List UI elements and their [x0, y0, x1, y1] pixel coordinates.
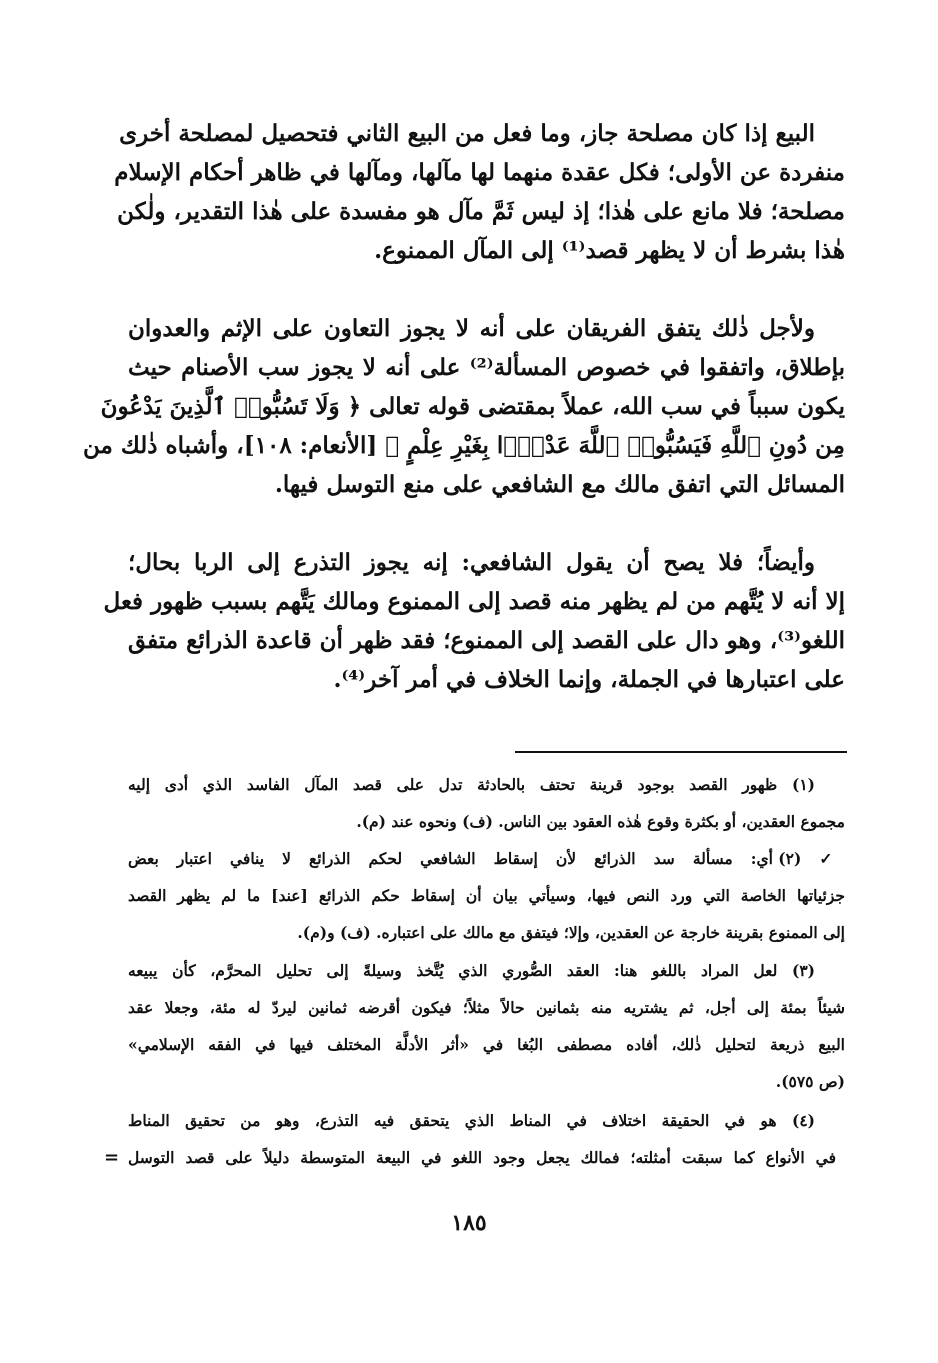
- footnote-line: مجموع العقدين، أو بكثرة وقوع هٰذه العقود بين الناس. (ف) ونحوه عند (م).: [356, 812, 845, 831]
- text-line: مِن دُونِ ٱللَّهِ فَيَسُبُّوا۟ ٱللَّهَ عَدْوًۢا بِغَيْرِ عِلْمٍ ﴾ [الأنعام: ١٠٨]، وأشباه ذٰلك من: [83, 432, 845, 459]
- text-line: منفردة عن الأولى؛ فكل عقدة منهما لها مآلها، ومآلها في ظاهر أحكام الإسلام: [114, 159, 845, 186]
- footnote-line: جزئياتها الخاصة التي ورد النص فيها، وسيأتي بيان أن إسقاط حكم الذرائع [عند] ما لم يظهر القصد: [128, 886, 845, 905]
- text-line: بإطلاق، واتفقوا في خصوص المسألة⁽²⁾ على أنه لا يجوز سب الأصنام حيث: [128, 354, 845, 381]
- footnote-line: (ص ٥٧٥).: [775, 1072, 845, 1091]
- page-number: ١٨٥: [451, 1210, 487, 1236]
- text-line: إلا أنه لا يُتَّهم من لم يظهر منه قصد إلى الممنوع ومالك يَتَّهم بسبب ظهور فعل: [103, 588, 845, 615]
- footnote-line: البيع ذريعة لتحليل ذٰلك، أفاده مصطفى البُغا في «أثر الأدلَّة المختلف فيها في الفقه الإسلامي»: [128, 1035, 845, 1054]
- text-line: البيع إذا كان مصلحة جاز، وما فعل من البيع الثاني فتحصيل لمصلحة أخرى: [119, 120, 815, 147]
- text-line: اللغو⁽³⁾، وهو دال على القصد إلى الممنوع؛ فقد ظهر أن قاعدة الذرائع متفق: [128, 627, 845, 654]
- text-line: هٰذا بشرط أن لا يظهر قصد⁽¹⁾ إلى المآل الممنوع.: [374, 237, 845, 264]
- text-line: المسائل التي اتفق مالك مع الشافعي على منع التوسل فيها.: [274, 471, 845, 498]
- footnote-line: (٣) لعل المراد باللغو هنا: العقد الصُّوري الذي يُتَّخذ وسيلةً إلى تحليل المحرَّم، كأن يبيعه: [128, 961, 815, 980]
- text-line: على اعتبارها في الجملة، وإنما الخلاف في أمر آخر⁽⁴⁾.: [333, 666, 845, 693]
- footnote-line: (٤) هو في الحقيقة اختلاف في المناط الذي يتحقق فيه التذرع، وهو من تحقيق المناط: [128, 1111, 815, 1130]
- continuation-mark: =: [104, 1147, 120, 1168]
- text-line: وأيضاً؛ فلا يصح أن يقول الشافعي: إنه يجوز التذرع إلى الربا بحال؛: [128, 549, 815, 576]
- footnote-line: ✓ (٢) أي: مسألة سد الذرائع لأن إسقاط الشافعي لحكم الذرائع لا ينافي اعتبار بعض: [128, 849, 845, 868]
- text-line: يكون سبباً في سب الله، عملاً بمقتضى قوله تعالى ﴿ وَلَا تَسُبُّوا۟ ٱلَّذِينَ يَدْعُونَ: [100, 393, 845, 420]
- footnote-line: (١) ظهور القصد بوجود قرينة تحتف بالحادثة تدل على قصد المآل الفاسد الذي أدى إليه: [128, 775, 815, 794]
- footnote-line: شيئاً بمئة إلى أجل، ثم يشتريه منه بثمانين حالاً مثلاً؛ فيكون أقرضه ثمانين ليردّ له مئة، وجعلا عقد: [128, 998, 845, 1017]
- footnote-divider: [515, 751, 847, 753]
- footnote-line: إلى الممنوع بقرينة خارجة عن العقدين، وإلا؛ فيتفق مع مالك على اعتباره. (ف) و(م).: [297, 923, 845, 942]
- footnote-line: في الأنواع كما سبقت أمثلته؛ فمالك يجعل وجود اللغو في البيعة المتوسطة دليلاً على قصد التوسل: [128, 1148, 836, 1167]
- text-line: ولأجل ذٰلك يتفق الفريقان على أنه لا يجوز التعاون على الإثم والعدوان: [128, 315, 815, 342]
- text-line: مصلحة؛ فلا مانع على هٰذا؛ إذ ليس ثَمَّ مآل هو مفسدة على هٰذا التقدير، ولٰكن: [117, 198, 845, 225]
